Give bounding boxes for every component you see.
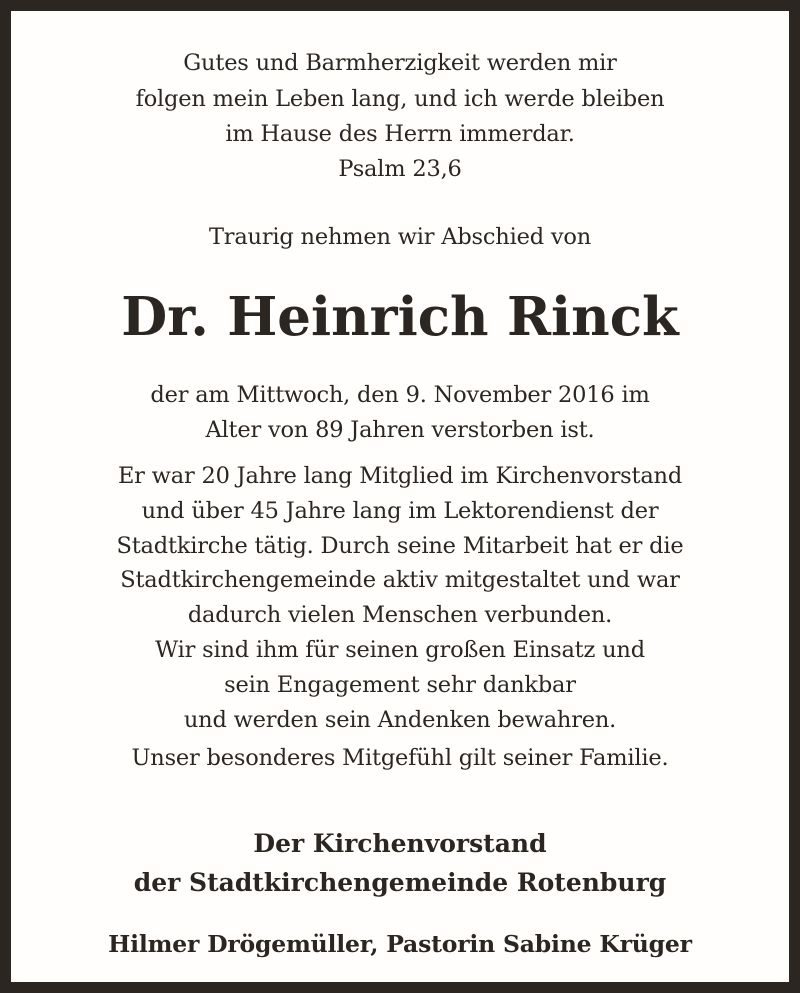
death-info-line-1: der am Mittwoch, den 9. November 2016 im	[150, 382, 650, 408]
signature-org-line-1: Der Kirchenvorstand	[253, 829, 547, 858]
service-line-2: und über 45 Jahre lang im Lektorendienst der	[141, 498, 659, 524]
signature-names: Hilmer Drögemüller, Pastorin Sabine Krüger	[108, 930, 692, 958]
thanks-line-1: Wir sind ihm für seinen großen Einsatz und	[155, 637, 645, 663]
signature-org-line-2: der Stadtkirchengemeinde Rotenburg	[133, 868, 667, 897]
sympathy-text: Unser besonderes Mitgefühl gilt seiner Familie.	[131, 745, 669, 771]
psalm-line-2: folgen mein Leben lang, und ich werde bleiben	[135, 86, 665, 112]
service-line-1: Er war 20 Jahre lang Mitglied im Kirchenvorstand	[117, 463, 683, 489]
psalm-line-3: im Hause des Herrn immerdar.	[225, 121, 575, 147]
thanks-line-3: und werden sein Andenken bewahren.	[183, 707, 617, 733]
intro-text: Traurig nehmen wir Abschied von	[208, 224, 592, 250]
psalm-line-1: Gutes und Barmherzigkeit werden mir	[183, 50, 617, 76]
deceased-name: Dr. Heinrich Rinck	[121, 286, 679, 348]
psalm-reference: Psalm 23,6	[338, 156, 462, 182]
service-line-3: Stadtkirche tätig. Durch seine Mitarbeit hat er die	[116, 533, 684, 559]
service-line-4: Stadtkirchengemeinde aktiv mitgestaltet und war	[120, 567, 680, 593]
death-info-line-2: Alter von 89 Jahren verstorben ist.	[205, 417, 595, 443]
thanks-line-2: sein Engagement sehr dankbar	[224, 672, 576, 698]
service-line-5: dadurch vielen Menschen verbunden.	[187, 602, 613, 628]
